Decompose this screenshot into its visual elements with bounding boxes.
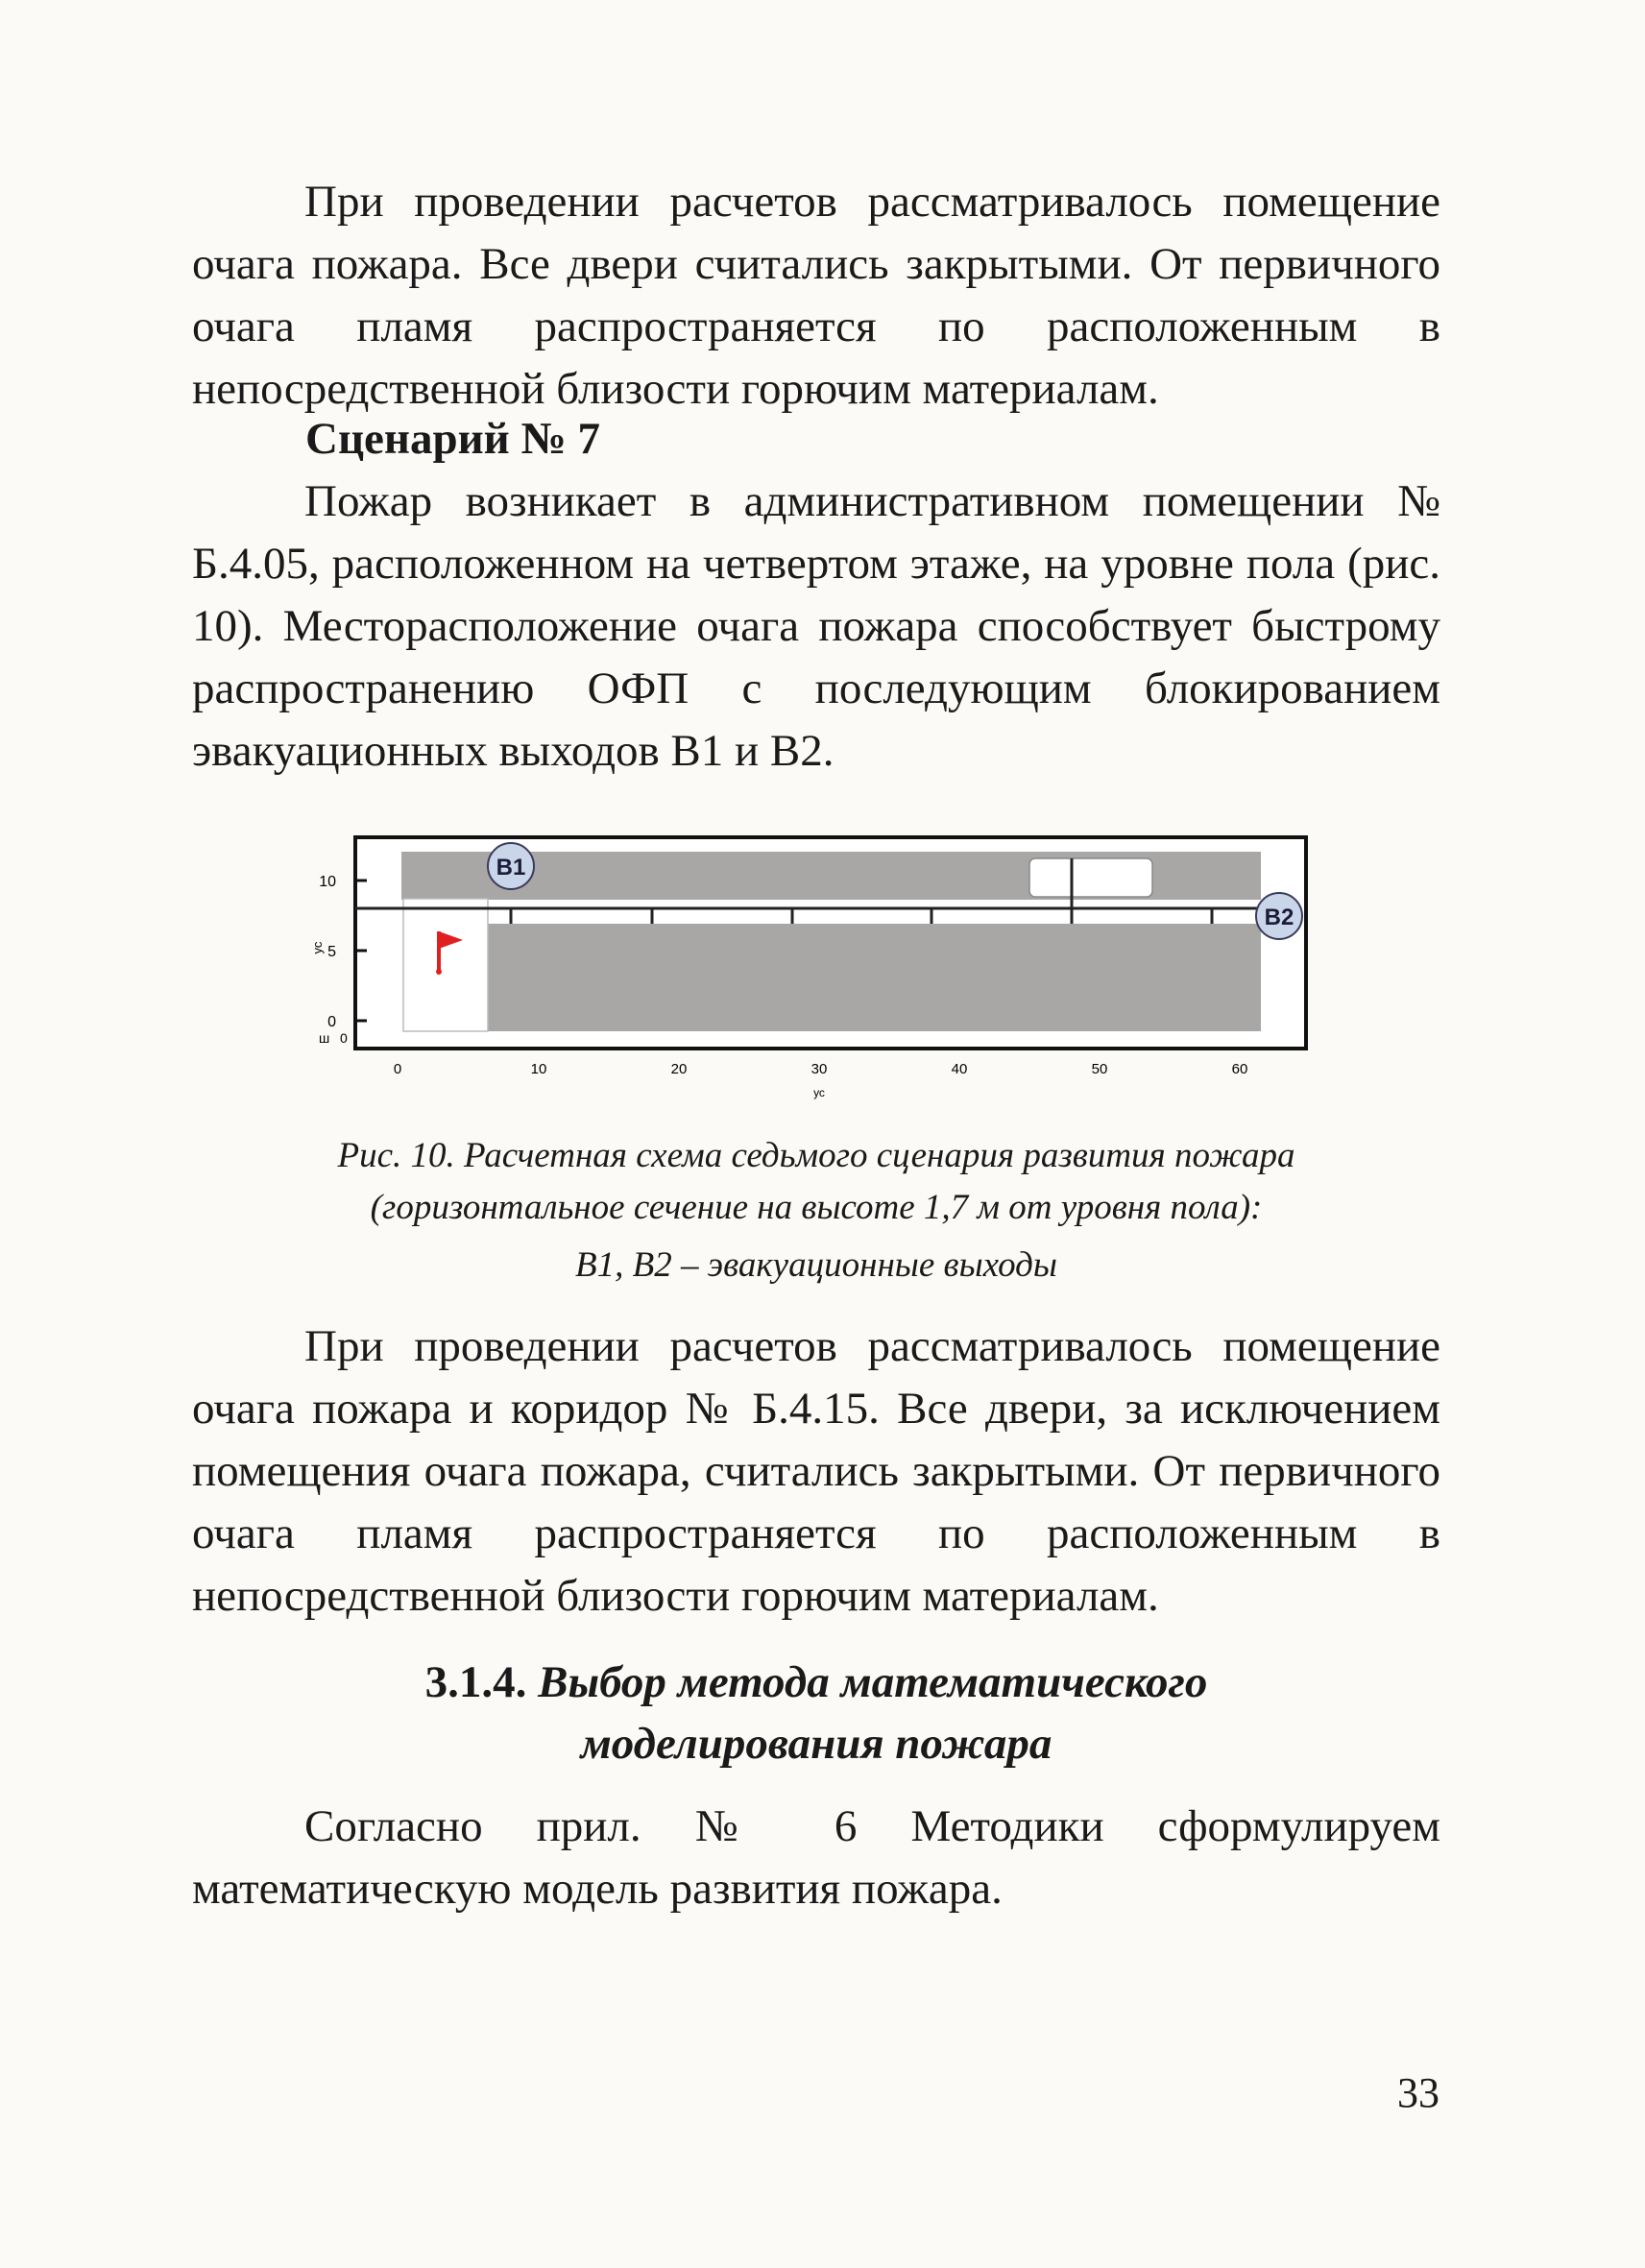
exit-b2-label: В2 bbox=[1264, 905, 1294, 930]
figure-caption-line-2: (горизонтальное сечение на высоте 1,7 м от уровня пола): bbox=[370, 1188, 1263, 1227]
figure-10 bbox=[298, 826, 1316, 1114]
main-room-area bbox=[488, 924, 1261, 1031]
section-heading-line-1 bbox=[192, 1652, 1440, 1713]
section-title-part-2: моделирования пожара bbox=[580, 1719, 1052, 1769]
x-tick-label: 30 bbox=[810, 1061, 828, 1077]
x-tick-label: 50 bbox=[1091, 1061, 1108, 1077]
section-number: 3.1.4. bbox=[424, 1657, 527, 1707]
x-tick-label: 10 bbox=[530, 1061, 547, 1077]
paragraph-2: Пожар возникает в административном помещении № Б.4.05, расположенном на четвертом этаже, на уровне пола (рис. 10). Месторасположение очага пожара способствует быстрому распространению ОФП с последующим блокированием эвакуационных выходов В1 и В2. bbox=[192, 476, 1440, 776]
y-tick-label-origin: 0 bbox=[340, 1030, 348, 1046]
paragraph-4: Согласно прил. № 6 Методики сформулируем математическую модель развития пожара. bbox=[192, 1801, 1440, 1914]
y-tick-label: 5 bbox=[327, 944, 336, 960]
figure-caption-line-3: В1, В2 – эвакуационные выходы bbox=[575, 1245, 1057, 1285]
x-tick-label: 0 bbox=[393, 1061, 402, 1077]
exit-b1-marker bbox=[488, 843, 534, 889]
section-heading-line-2 bbox=[192, 1713, 1440, 1774]
corner-label: ш bbox=[319, 1030, 330, 1046]
room-opening bbox=[1029, 858, 1152, 897]
x-tick-label: 60 bbox=[1231, 1061, 1248, 1077]
fire-scenario-plan bbox=[298, 826, 1316, 1114]
page-number: 33 bbox=[1397, 2069, 1439, 2116]
fire-room bbox=[403, 899, 488, 1031]
x-axis-label: ус bbox=[813, 1086, 825, 1099]
scenario-heading: Сценарий № 7 bbox=[305, 414, 600, 464]
y-axis-label: ус bbox=[310, 941, 325, 954]
paragraph-3: При проведении расчетов рассматривалось помещение очага пожара и коридор № Б.4.15. Все двери, за исключением помещения очага пожара, считались закрытыми. От первичного очага пламя распространяется по расположенным в непосредственной близости горючим материалам. bbox=[192, 1321, 1440, 1621]
paragraph-1: При проведении расчетов рассматривалось помещение очага пожара. Все двери считались закрытыми. От первичного очага пламя распространяется по расположенным в непосредственной близости горючим материалам. bbox=[192, 177, 1440, 414]
x-tick-label: 40 bbox=[951, 1061, 968, 1077]
exit-b1-label: В1 bbox=[496, 855, 526, 881]
y-tick-label: 10 bbox=[319, 874, 336, 890]
x-tick-label: 20 bbox=[670, 1061, 688, 1077]
section-title-part-1: Выбор метода математического bbox=[538, 1657, 1208, 1707]
figure-caption-line-1: Рис. 10. Расчетная схема седьмого сценария развития пожара bbox=[337, 1136, 1295, 1175]
exit-b2-marker bbox=[1256, 893, 1302, 939]
y-tick-label: 0 bbox=[327, 1014, 336, 1030]
